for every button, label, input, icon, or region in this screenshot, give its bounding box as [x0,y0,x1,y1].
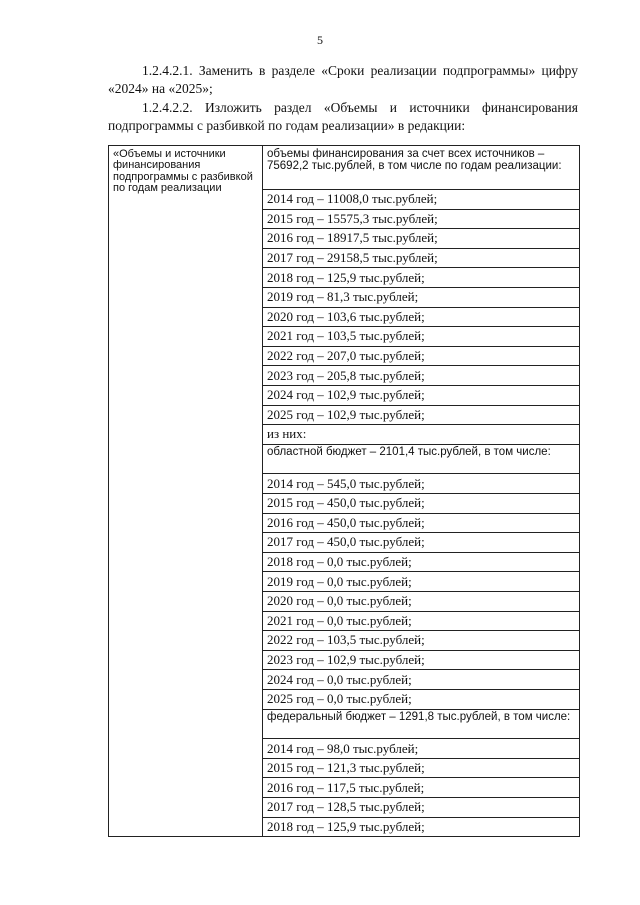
funding-line: 2018 год – 125,9 тыс.рублей; [263,268,579,288]
funding-line: 2017 год – 29158,5 тыс.рублей; [263,249,579,269]
funding-line: 2018 год – 0,0 тыс.рублей; [263,553,579,573]
funding-label-cell: «Объемы и источники финансирования подпрограммы с разбивкой по годам реализации [109,146,263,837]
funding-line: 2015 год – 450,0 тыс.рублей; [263,494,579,514]
funding-lines [263,146,579,836]
funding-line: 2021 год – 103,5 тыс.рублей; [263,327,579,347]
funding-line: 2021 год – 0,0 тыс.рублей; [263,612,579,632]
funding-line: 2025 год – 102,9 тыс.рублей; [263,406,579,426]
funding-line: 2014 год – 545,0 тыс.рублей; [263,474,579,494]
funding-line: 2020 год – 103,6 тыс.рублей; [263,308,579,328]
funding-line: 2018 год – 125,9 тыс.рублей; [267,818,425,834]
funding-line: 2023 год – 205,8 тыс.рублей; [263,366,579,386]
paragraph-replace-term [108,62,578,98]
funding-line: из них: [263,425,579,445]
funding-line: 2016 год – 18917,5 тыс.рублей; [263,229,579,249]
funding-line: 2019 год – 0,0 тыс.рублей; [263,572,579,592]
funding-line: 2017 год – 128,5 тыс.рублей; [263,798,579,818]
funding-line: 2014 год – 98,0 тыс.рублей; [263,739,579,759]
paragraph-funding-section-text: 1.2.4.2.2. Изложить раздел «Объемы и источники финансирования подпрограммы с разбивкой по годам реализации» в редакции: [108,100,578,133]
funding-line: областной бюджет – 2101,4 тыс.рублей, в том числе: [263,445,579,475]
funding-line: 2014 год – 11008,0 тыс.рублей; [263,190,579,210]
funding-table-row [109,146,580,837]
funding-line: 2015 год – 15575,3 тыс.рублей; [263,210,579,230]
funding-line: 2025 год – 0,0 тыс.рублей; [263,690,579,710]
funding-line: 2016 год – 117,5 тыс.рублей; [263,778,579,798]
page-number: 5 [317,33,323,47]
funding-line: 2024 год – 0,0 тыс.рублей; [263,670,579,690]
funding-table [108,145,580,837]
paragraph-replace-term-text: 1.2.4.2.1. Заменить в разделе «Сроки реализации подпрограммы» цифру «2024» на «2025»; [108,63,578,96]
funding-line: объемы финансирования за счет всех источников – 75692,2 тыс.рублей, в том числе по годам реализации: [263,146,579,190]
funding-line: 2022 год – 207,0 тыс.рублей; [263,347,579,367]
funding-line: 2017 год – 450,0 тыс.рублей; [263,533,579,553]
funding-line: 2019 год – 81,3 тыс.рублей; [263,288,579,308]
funding-line: 2022 год – 103,5 тыс.рублей; [263,631,579,651]
funding-line: 2015 год – 121,3 тыс.рублей; [263,759,579,779]
funding-values-cell [263,146,580,837]
funding-line: 2020 год – 0,0 тыс.рублей; [263,592,579,612]
paragraph-funding-section [108,99,578,135]
funding-line: 2023 год – 102,9 тыс.рублей; [263,651,579,671]
funding-line: 2024 год – 102,9 тыс.рублей; [263,386,579,406]
funding-line: федеральный бюджет – 1291,8 тыс.рублей, в том числе: [263,710,579,740]
funding-line: 2016 год – 450,0 тыс.рублей; [263,514,579,534]
